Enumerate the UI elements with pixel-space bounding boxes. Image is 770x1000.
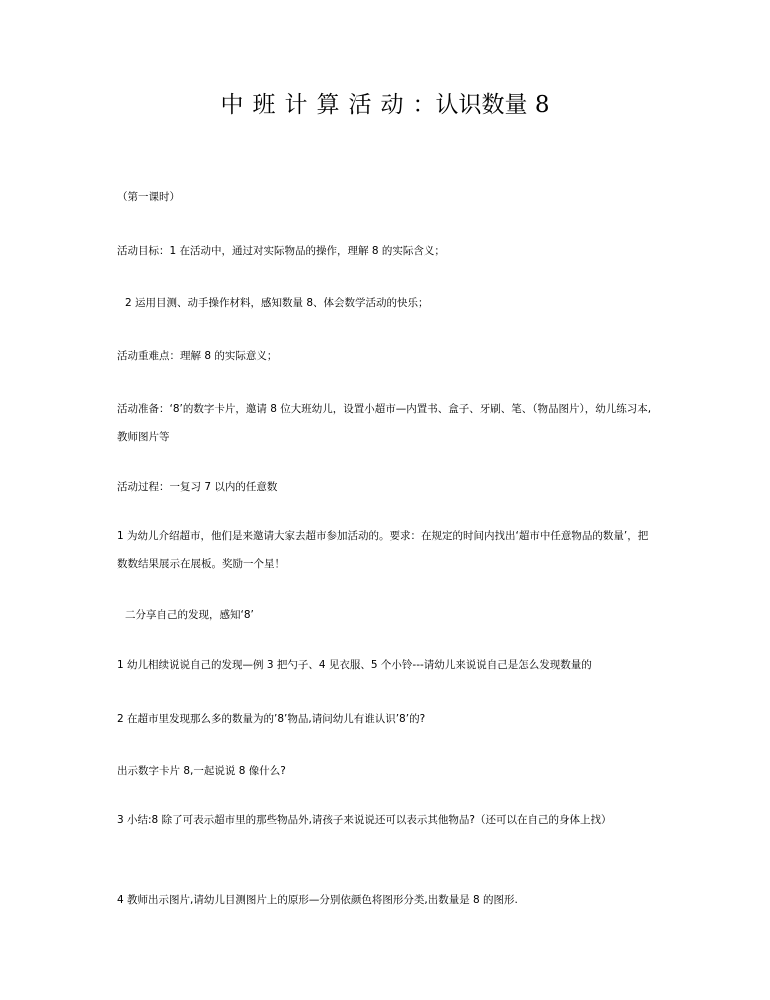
share-step-2: 2 在超市里发现那么多的数量为的’8’物品,请问幼儿有谁认识’8’的? <box>117 713 426 725</box>
activity-goal-1: 活动目标：1 在活动中，通过对实际物品的操作，理解 8 的实际含义； <box>117 245 445 257</box>
lesson-period: （第一课时） <box>117 191 180 203</box>
share-step-4: 4 教师出示图片,请幼儿目测图片上的原形—分别依颜色将图形分类,出数量是 8 的图形. <box>117 894 518 906</box>
activity-goal-2: 2 运用目测、动手操作材料，感知数量 8、体会数学活动的快乐； <box>125 297 429 309</box>
show-number-card: 出示数字卡片 8,一起说说 8 像什么? <box>117 765 286 777</box>
activity-key-point: 活动重难点：理解 8 的实际意义； <box>117 350 278 362</box>
share-step-1: 1 幼儿相续说说自己的发现—例 3 把勺子、4 见衣服、5 个小铃---请幼儿来说说自己是怎么发现数量的 <box>117 659 592 671</box>
document-title <box>0 89 770 121</box>
activity-preparation: 活动准备：‘8’的数字卡片，邀请 8 位大班幼儿，设置小超市—内置书、盒子、牙刷、笔、（物品图片），幼儿练习本,教师图片等 <box>117 403 652 443</box>
document-title-main: 中班计算活动 <box>220 92 413 118</box>
activity-process-review: 活动过程：一复习 7 以内的任意数 <box>117 481 278 493</box>
process-step-1: 1 为幼儿介绍超市，他们是来邀请大家去超市参加活动的。要求：在规定的时间内找出‘超市中任意物品的数量’，把数数结果展示在展板。奖励一个星！ <box>117 530 649 570</box>
share-step-3-summary: 3 小结:8 除了可表示超市里的那些物品外,请孩子来说说还可以表示其他物品?（还可以在自己的身体上找） <box>117 814 612 826</box>
process-share-section: 二分享自己的发现，感知‘8’ <box>125 609 254 621</box>
document-title-suffix: ：认识数量 8 <box>412 92 550 118</box>
